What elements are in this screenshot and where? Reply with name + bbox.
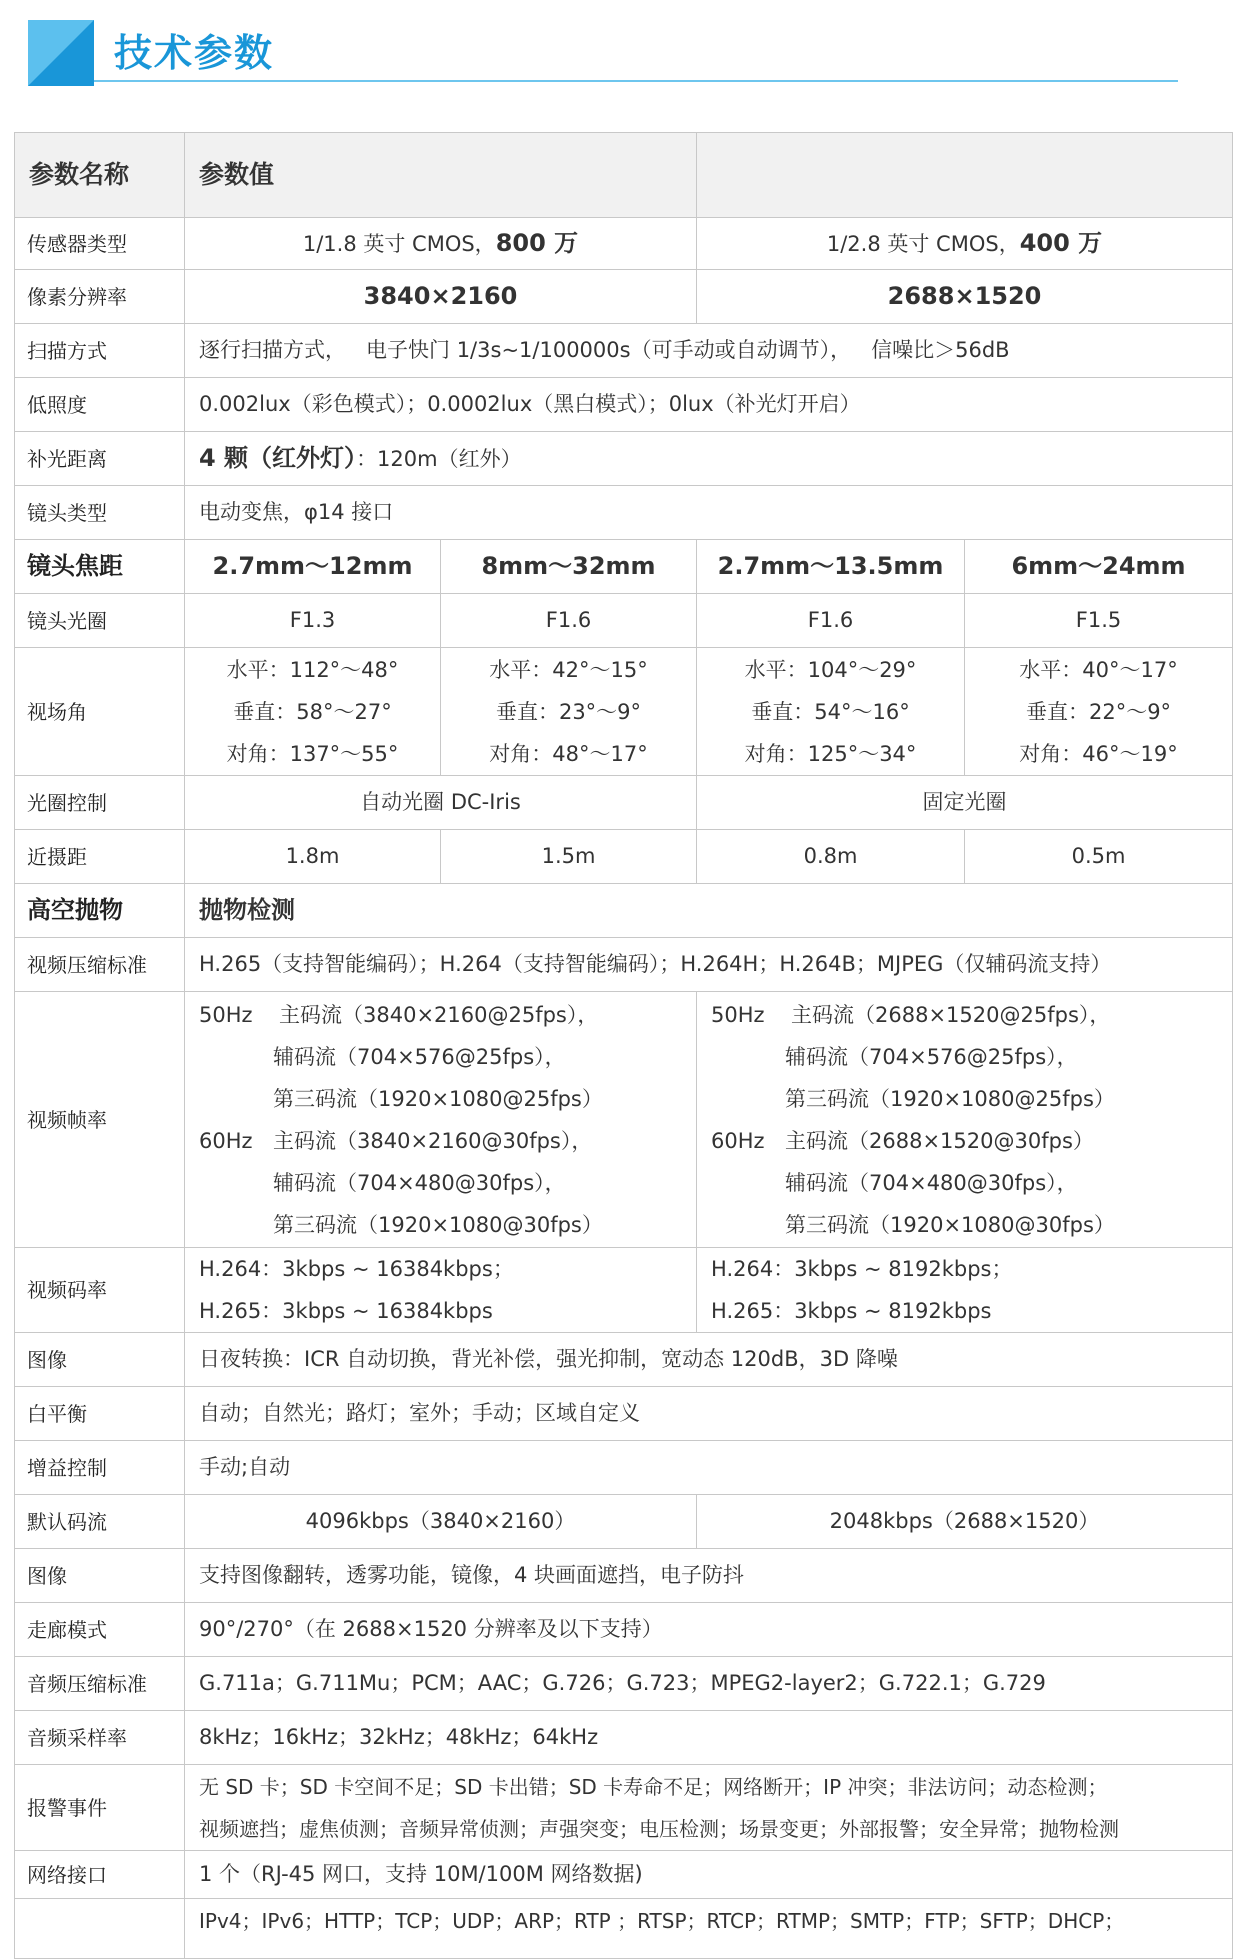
row-label: 镜头焦距: [15, 540, 185, 594]
focal-4: 6mm～24mm: [965, 540, 1233, 594]
wb-value: 自动；自然光；路灯；室外；手动；区域自定义: [185, 1387, 1233, 1441]
image1-value: 日夜转换：ICR 自动切换，背光补偿，强光抑制，宽动态 120dB，3D 降噪: [185, 1333, 1233, 1387]
row-label: 补光距离: [15, 432, 185, 486]
aperture-4: F1.5: [965, 594, 1233, 648]
resolution-b: 2688×1520: [697, 270, 1233, 324]
row-label: 视频帧率: [15, 992, 185, 1248]
default-stream-a: 4096kbps（3840×2160）: [185, 1495, 697, 1549]
table-row: [15, 432, 1233, 486]
row-label: 镜头光圈: [15, 594, 185, 648]
table-row: [15, 324, 1233, 378]
table-row: [15, 1711, 1233, 1765]
table-row: [15, 884, 1233, 938]
table-row: [15, 1387, 1233, 1441]
fov-2: 水平：42°～15° 垂直：23°～9° 对角：48°～17°: [441, 648, 697, 776]
row-label: 近摄距: [15, 830, 185, 884]
table-row: [15, 1441, 1233, 1495]
table-row: [15, 1765, 1233, 1851]
protocol-value: IPv4；IPv6；HTTP；TCP；UDP；ARP；RTP ；RTSP；RTCP；RTMP；SMTP；FTP；SFTP；DHCP；: [185, 1899, 1233, 1959]
table-row: [15, 540, 1233, 594]
resolution-a: 3840×2160: [185, 270, 697, 324]
bitrate-b: H.264：3kbps ~ 8192kbps； H.265：3kbps ~ 8192kbps: [697, 1248, 1233, 1333]
table-row: [15, 1248, 1233, 1333]
table-row: [15, 270, 1233, 324]
focal-2: 8mm～32mm: [441, 540, 697, 594]
image2-value: 支持图像翻转，透雾功能，镜像，4 块画面遮挡，电子防抖: [185, 1549, 1233, 1603]
sensor-a: 1/1.8 英寸 CMOS，800 万: [185, 218, 697, 270]
table-row: [15, 594, 1233, 648]
gain-value: 手动;自动: [185, 1441, 1233, 1495]
row-label: 报警事件: [15, 1765, 185, 1851]
row-label: 像素分辨率: [15, 270, 185, 324]
table-row: [15, 1851, 1233, 1899]
row-label: 视场角: [15, 648, 185, 776]
row-label: 默认码流: [15, 1495, 185, 1549]
row-label: 图像: [15, 1549, 185, 1603]
row-label: 走廊模式: [15, 1603, 185, 1657]
alarm-value: 无 SD 卡；SD 卡空间不足；SD 卡出错；SD 卡寿命不足；网络断开；IP 冲突；非法访问；动态检测； 视频遮挡；虚焦侦测；音频异常侦测；声强突变；电压检测；场景变更；外部报警；安全异常；抛物检测: [185, 1765, 1233, 1851]
spec-table: [14, 132, 1233, 1959]
bitrate-a: H.264：3kbps ~ 16384kbps； H.265：3kbps ~ 16384kbps: [185, 1248, 697, 1333]
header-empty: [697, 133, 1233, 218]
aperture-1: F1.3: [185, 594, 441, 648]
section-title: 技术参数: [114, 31, 275, 75]
row-label: 音频压缩标准: [15, 1657, 185, 1711]
min-distance-4: 0.5m: [965, 830, 1233, 884]
min-distance-1: 1.8m: [185, 830, 441, 884]
table-row: [15, 1495, 1233, 1549]
row-label: 光圈控制: [15, 776, 185, 830]
header-underline: [94, 80, 1178, 82]
audio-rate-value: 8kHz；16kHz；32kHz；48kHz；64kHz: [185, 1711, 1233, 1765]
row-label: 传感器类型: [15, 218, 185, 270]
table-row: [15, 992, 1233, 1248]
row-label: 低照度: [15, 378, 185, 432]
focal-1: 2.7mm～12mm: [185, 540, 441, 594]
table-row: [15, 486, 1233, 540]
row-label: 网络接口: [15, 1851, 185, 1899]
corridor-value: 90°/270°（在 2688×1520 分辨率及以下支持）: [185, 1603, 1233, 1657]
row-label: 视频码率: [15, 1248, 185, 1333]
default-stream-b: 2048kbps（2688×1520）: [697, 1495, 1233, 1549]
sensor-b: 1/2.8 英寸 CMOS，400 万: [697, 218, 1233, 270]
table-row: [15, 218, 1233, 270]
focal-3: 2.7mm～13.5mm: [697, 540, 965, 594]
table-row: [15, 830, 1233, 884]
table-row: [15, 1333, 1233, 1387]
table-row: [15, 1603, 1233, 1657]
min-distance-2: 1.5m: [441, 830, 697, 884]
table-row: [15, 776, 1233, 830]
row-label: 增益控制: [15, 1441, 185, 1495]
iris-b: 固定光圈: [697, 776, 1233, 830]
video-codec-value: H.265（支持智能编码）；H.264（支持智能编码）；H.264H；H.264B；MJPEG（仅辅码流支持）: [185, 938, 1233, 992]
header-param-value: 参数值: [185, 133, 697, 218]
fov-1: 水平：112°～48° 垂直：58°～27° 对角：137°～55°: [185, 648, 441, 776]
frame-rate-b: 50Hz 主码流（2688×1520@25fps）， 辅码流（704×576@25fps）， 第三码流（1920×1080@25fps） 60Hz 主码流（2688×1520@30fps） 辅码流（704×480@30fps）， 第三码流（1920×1080@30fps）: [697, 992, 1233, 1248]
row-label: 扫描方式: [15, 324, 185, 378]
table-header-row: [15, 133, 1233, 218]
low-light-value: 0.002lux（彩色模式）；0.0002lux（黑白模式）；0lux（补光灯开启）: [185, 378, 1233, 432]
ir-value: 4 颗（红外灯）：120m（红外）: [185, 432, 1233, 486]
table-row: [15, 1657, 1233, 1711]
iris-a: 自动光圈 DC-Iris: [185, 776, 697, 830]
table-row: [15, 648, 1233, 776]
min-distance-3: 0.8m: [697, 830, 965, 884]
aperture-2: F1.6: [441, 594, 697, 648]
header-accent-triangle: [28, 20, 94, 86]
table-row: [15, 378, 1233, 432]
row-label: 图像: [15, 1333, 185, 1387]
audio-codec-value: G.711a；G.711Mu；PCM；AAC；G.726；G.723；MPEG2-layer2；G.722.1；G.729: [185, 1657, 1233, 1711]
table-row: [15, 938, 1233, 992]
header-param-name: 参数名称: [15, 133, 185, 218]
row-label: 白平衡: [15, 1387, 185, 1441]
table-row: [15, 1899, 1233, 1959]
fov-3: 水平：104°～29° 垂直：54°～16° 对角：125°～34°: [697, 648, 965, 776]
aperture-3: F1.6: [697, 594, 965, 648]
row-label: 高空抛物: [15, 884, 185, 938]
fov-4: 水平：40°～17° 垂直：22°～9° 对角：46°～19°: [965, 648, 1233, 776]
frame-rate-a: 50Hz 主码流（3840×2160@25fps）， 辅码流（704×576@25fps）， 第三码流（1920×1080@25fps） 60Hz 主码流（3840×2160@30fps）， 辅码流（704×480@30fps）， 第三码流（1920×1080@30fps）: [185, 992, 697, 1248]
row-label: 音频采样率: [15, 1711, 185, 1765]
lens-type-value: 电动变焦，φ14 接口: [185, 486, 1233, 540]
scan-value: 逐行扫描方式， 电子快门 1/3s~1/100000s（可手动或自动调节）， 信噪比＞56dB: [185, 324, 1233, 378]
row-label: 镜头类型: [15, 486, 185, 540]
table-row: [15, 1549, 1233, 1603]
row-label-empty: [15, 1899, 185, 1959]
row-label: 视频压缩标准: [15, 938, 185, 992]
throw-value: 抛物检测: [185, 884, 1233, 938]
network-value: 1 个（RJ-45 网口，支持 10M/100M 网络数据): [185, 1851, 1233, 1899]
section-header: [0, 0, 1240, 100]
